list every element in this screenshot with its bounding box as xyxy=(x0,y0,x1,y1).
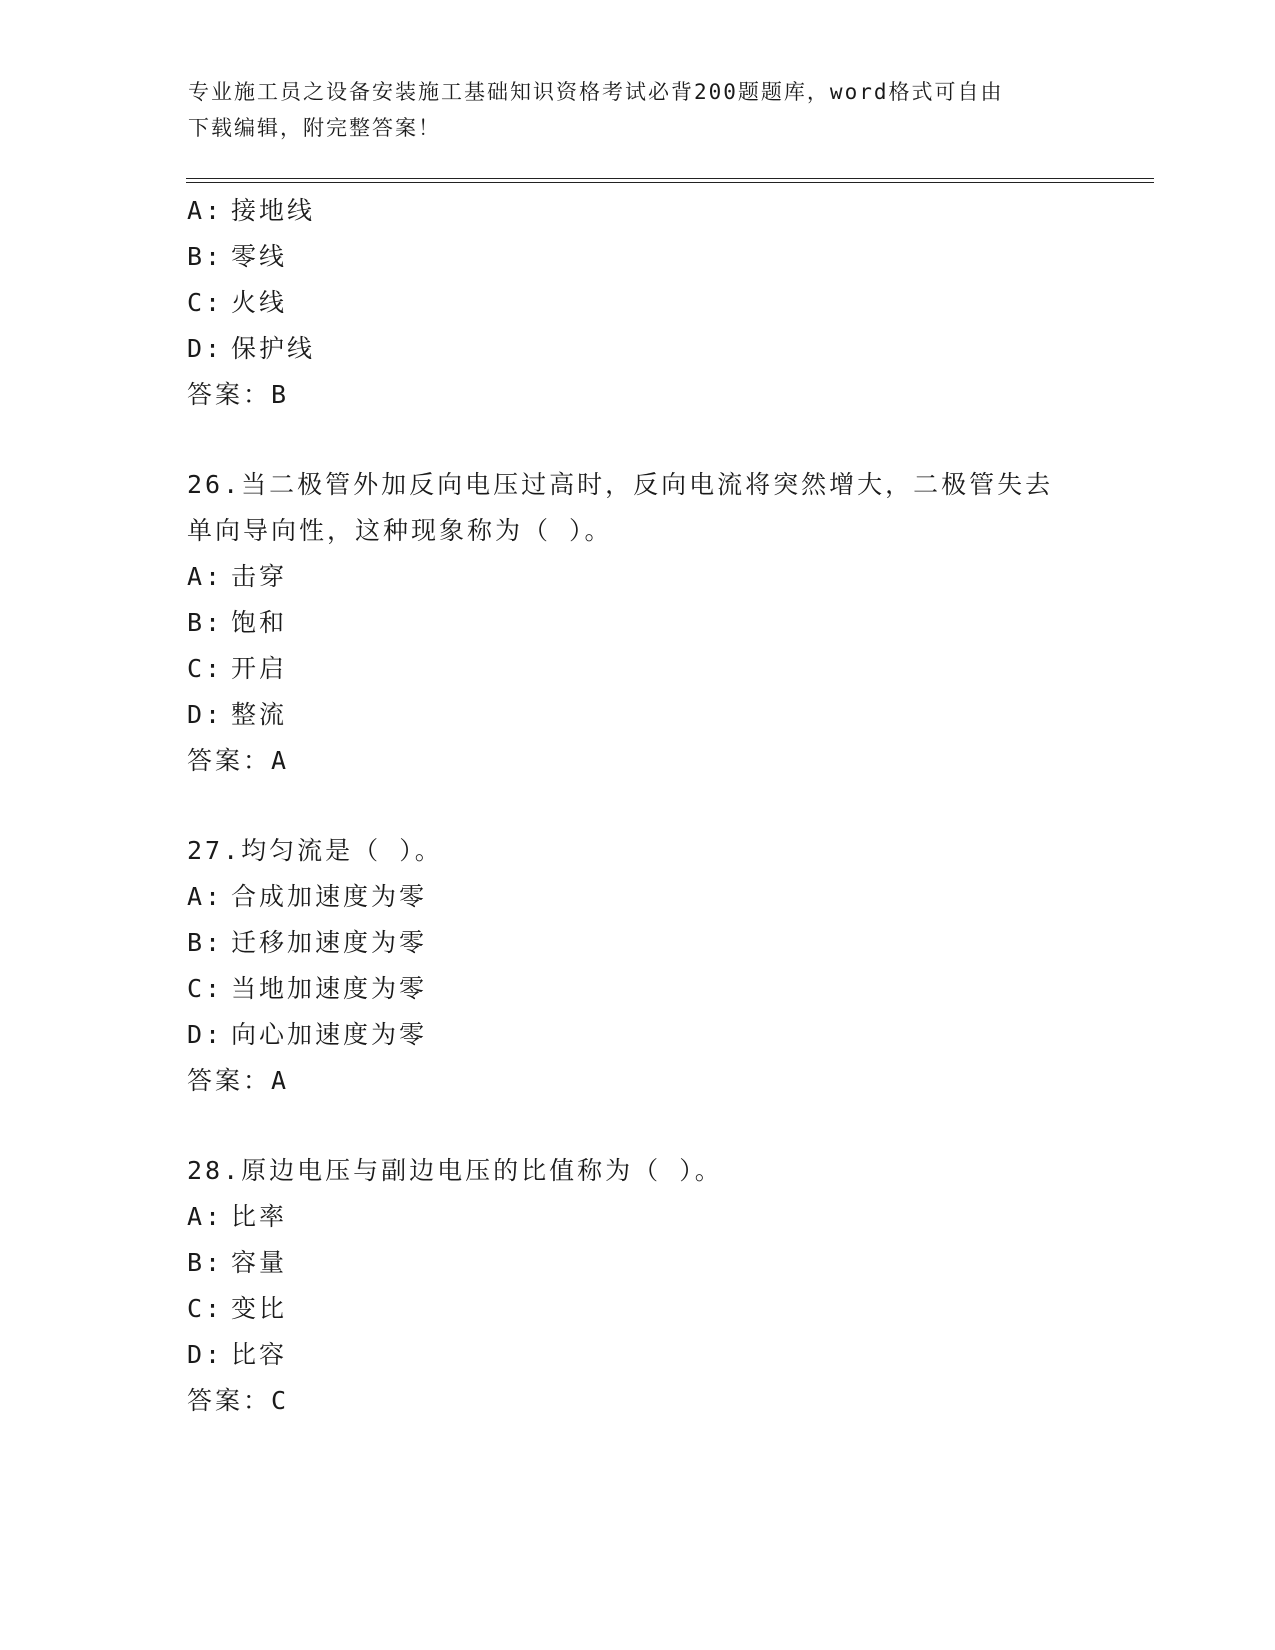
option-b: B: 容量 xyxy=(187,1248,288,1277)
question-text: 26.当二极管外加反向电压过高时，反向电流将突然增大，二极管失去 单向导向性，这种现象称为（ ）。 xyxy=(187,470,1054,545)
answer: 答案：C xyxy=(187,1386,290,1415)
option-d: D: 比容 xyxy=(187,1340,288,1369)
answer: 答案：A xyxy=(187,1066,290,1095)
document-header xyxy=(188,74,1068,146)
question-25 xyxy=(187,188,1127,418)
option-c: C: 火线 xyxy=(187,288,288,317)
header-line-1: 专业施工员之设备安装施工基础知识资格考试必背200题题库，word格式可自由 xyxy=(188,80,1004,104)
option-b: B: 迁移加速度为零 xyxy=(187,928,428,957)
question-28 xyxy=(187,1148,1127,1424)
option-b: B: 饱和 xyxy=(187,608,288,637)
option-a: A: 合成加速度为零 xyxy=(187,882,428,911)
answer: 答案：B xyxy=(187,380,290,409)
question-text: 27.均匀流是（ ）。 xyxy=(187,836,443,865)
question-list xyxy=(187,188,1127,1424)
question-27 xyxy=(187,828,1127,1104)
answer: 答案：A xyxy=(187,746,290,775)
option-d: D: 向心加速度为零 xyxy=(187,1020,428,1049)
option-d: D: 整流 xyxy=(187,700,288,729)
option-c: C: 开启 xyxy=(187,654,288,683)
question-26 xyxy=(187,462,1127,784)
header-divider-top xyxy=(186,178,1154,179)
question-text: 28.原边电压与副边电压的比值称为（ ）。 xyxy=(187,1156,723,1185)
option-c: C: 变比 xyxy=(187,1294,288,1323)
option-d: D: 保护线 xyxy=(187,334,316,363)
option-a: A: 比率 xyxy=(187,1202,288,1231)
option-c: C: 当地加速度为零 xyxy=(187,974,428,1003)
header-divider-bottom xyxy=(186,182,1154,183)
header-line-2: 下载编辑，附完整答案！ xyxy=(188,116,441,140)
option-a: A: 击穿 xyxy=(187,562,288,591)
option-b: B: 零线 xyxy=(187,242,288,271)
option-a: A: 接地线 xyxy=(187,196,316,225)
